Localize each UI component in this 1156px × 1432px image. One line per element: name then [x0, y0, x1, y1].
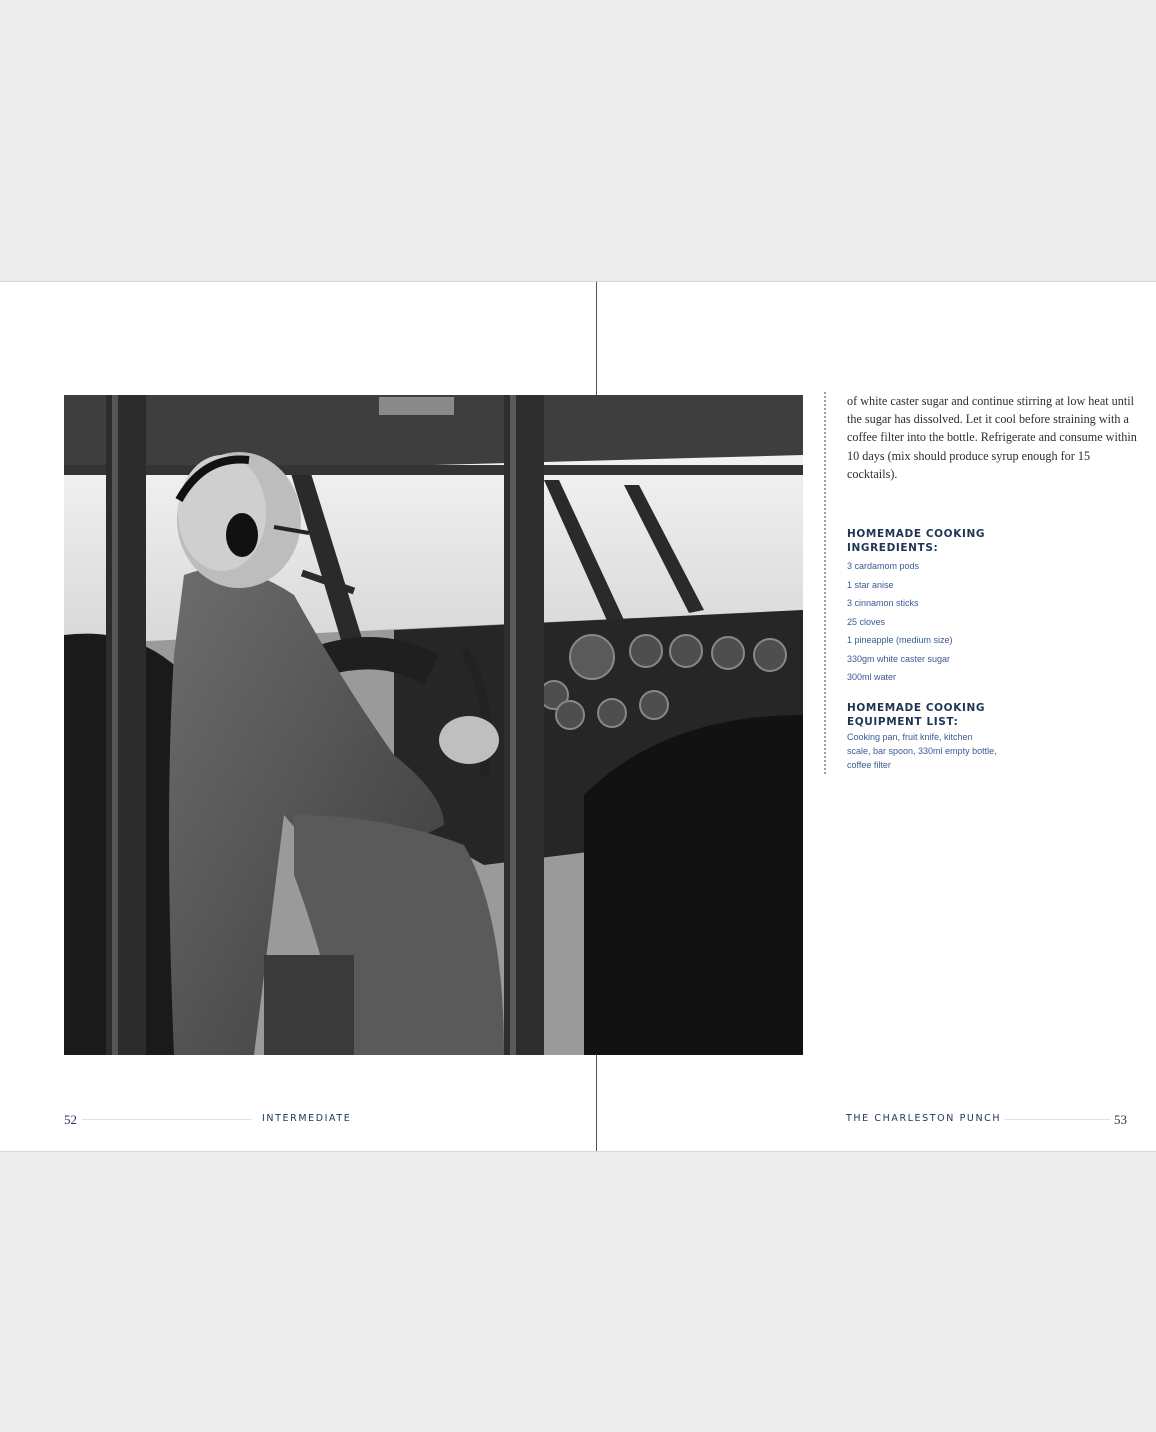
recipe-text-column [824, 392, 1136, 774]
left-page-number: 52 [64, 1112, 77, 1127]
ingredient-item: 3 cinnamon sticks [847, 598, 919, 609]
right-running-head: THE CHARLESTON PUNCH [846, 1113, 1002, 1124]
ingredient-item: 25 cloves [847, 616, 886, 627]
book-spread [0, 281, 1156, 1152]
equipment-heading: HOMEMADE COOKING EQUIPMENT LIST: [847, 701, 986, 728]
right-footer-rule [1004, 1119, 1110, 1120]
ingredient-item: 330gm white caster sugar [847, 653, 951, 664]
ingredient-item: 1 pineapple (medium size) [847, 635, 953, 646]
left-footer-rule [82, 1119, 252, 1120]
ingredients-heading: HOMEMADE COOKING INGREDIENTS: [847, 528, 986, 555]
ingredient-item: 3 cardamom pods [847, 561, 920, 572]
left-running-head: INTERMEDIATE [262, 1113, 352, 1124]
body-paragraph: of white caster sugar and continue stirring at low heat until the sugar has dissolved. Let it cool before straining with a coffee filter into the bottle. Refrigerate and consume within 10 days (mix should produce syrup enough for 15 cocktails). [847, 394, 1137, 481]
equipment-section [847, 701, 1136, 773]
cockpit-photo [64, 395, 803, 1055]
ingredient-item: 300ml water [847, 672, 897, 683]
ingredients-list [847, 557, 1136, 687]
right-page-number: 53 [1114, 1112, 1127, 1127]
ingredient-item: 1 star anise [847, 579, 894, 590]
ingredients-section [847, 527, 1136, 687]
equipment-list: Cooking pan, fruit knife, kitchen scale, bar spoon, 330ml empty bottle, coffee filter [847, 731, 997, 770]
